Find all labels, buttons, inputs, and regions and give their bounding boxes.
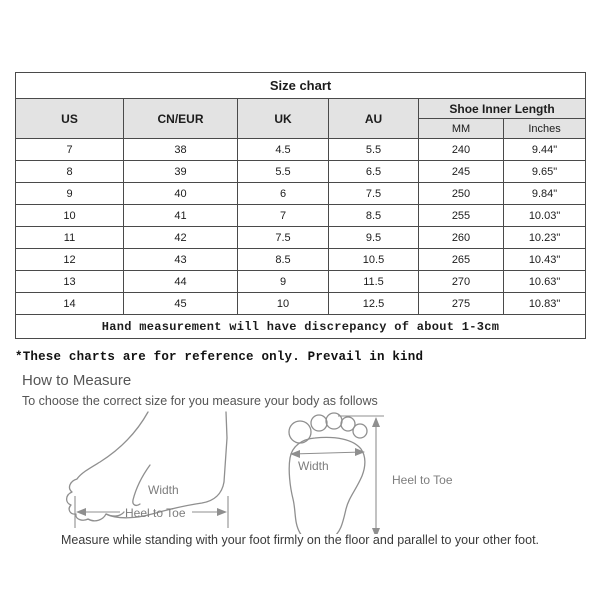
cell-au: 9.5: [329, 227, 419, 249]
cell-us: 9: [16, 183, 124, 205]
how-to-measure-title: How to Measure: [22, 372, 132, 389]
cell-au: 8.5: [329, 205, 419, 227]
cell-inches: 10.23": [504, 227, 586, 249]
cell-uk: 8.5: [238, 249, 329, 271]
table-row: [16, 205, 586, 227]
cell-uk: 9: [238, 271, 329, 293]
cell-mm: 270: [419, 271, 504, 293]
column-header-uk: UK: [238, 99, 329, 139]
column-header-mm: MM: [419, 119, 504, 139]
cell-inches: 10.63": [504, 271, 586, 293]
table-row: [16, 161, 586, 183]
side-view-heel-to-toe-label: Heel to Toe: [125, 506, 186, 520]
cell-au: 10.5: [329, 249, 419, 271]
cell-uk: 4.5: [238, 139, 329, 161]
cell-inches: 9.65": [504, 161, 586, 183]
cell-uk: 7: [238, 205, 329, 227]
column-header-inches: Inches: [504, 119, 586, 139]
column-header-us: US: [16, 99, 124, 139]
cell-uk: 5.5: [238, 161, 329, 183]
foot-top-view-diagram: [289, 413, 453, 534]
table-title: Size chart: [16, 73, 586, 99]
cell-mm: 250: [419, 183, 504, 205]
table-footer-row: [16, 315, 586, 339]
top-view-width-label: Width: [298, 459, 329, 473]
reference-disclaimer: *These charts are for reference only. Prevail in kind: [15, 350, 424, 364]
table-row: [16, 183, 586, 205]
cell-mm: 265: [419, 249, 504, 271]
cell-inches: 9.44": [504, 139, 586, 161]
cell-mm: 275: [419, 293, 504, 315]
table-row: [16, 227, 586, 249]
size-chart-table: [15, 72, 586, 339]
cell-cn-eur: 41: [124, 205, 238, 227]
column-header-cn-eur: CN/EUR: [124, 99, 238, 139]
cell-us: 8: [16, 161, 124, 183]
cell-inches: 10.03": [504, 205, 586, 227]
cell-inches: 9.84": [504, 183, 586, 205]
cell-cn-eur: 43: [124, 249, 238, 271]
top-view-heel-to-toe-label: Heel to Toe: [392, 473, 453, 487]
cell-uk: 10: [238, 293, 329, 315]
measurement-instruction-caption: Measure while standing with your foot firmly on the floor and parallel to your other foot.: [60, 533, 540, 547]
cell-uk: 6: [238, 183, 329, 205]
table-row: [16, 271, 586, 293]
cell-au: 6.5: [329, 161, 419, 183]
cell-us: 10: [16, 205, 124, 227]
table-row: [16, 249, 586, 271]
column-header-au: AU: [329, 99, 419, 139]
cell-mm: 255: [419, 205, 504, 227]
side-view-width-label: Width: [148, 483, 179, 497]
cell-us: 13: [16, 271, 124, 293]
measurement-diagrams: [0, 408, 600, 534]
cell-au: 7.5: [329, 183, 419, 205]
cell-cn-eur: 39: [124, 161, 238, 183]
table-row: [16, 139, 586, 161]
cell-cn-eur: 38: [124, 139, 238, 161]
column-header-shoe-inner-length: Shoe Inner Length: [419, 99, 586, 119]
cell-cn-eur: 44: [124, 271, 238, 293]
measurement-discrepancy-note: Hand measurement will have discrepancy of about 1-3cm: [16, 315, 586, 339]
cell-us: 7: [16, 139, 124, 161]
cell-cn-eur: 42: [124, 227, 238, 249]
cell-au: 5.5: [329, 139, 419, 161]
cell-mm: 245: [419, 161, 504, 183]
table-title-row: [16, 73, 586, 99]
cell-inches: 10.43": [504, 249, 586, 271]
cell-au: 12.5: [329, 293, 419, 315]
cell-us: 11: [16, 227, 124, 249]
cell-au: 11.5: [329, 271, 419, 293]
how-to-measure-subtitle: To choose the correct size for you measure your body as follows: [22, 394, 378, 408]
cell-us: 12: [16, 249, 124, 271]
cell-mm: 240: [419, 139, 504, 161]
cell-mm: 260: [419, 227, 504, 249]
table-header-row: [16, 99, 586, 119]
cell-cn-eur: 45: [124, 293, 238, 315]
cell-us: 14: [16, 293, 124, 315]
cell-uk: 7.5: [238, 227, 329, 249]
cell-inches: 10.83": [504, 293, 586, 315]
foot-side-view-diagram: [67, 412, 228, 528]
cell-cn-eur: 40: [124, 183, 238, 205]
table-row: [16, 293, 586, 315]
